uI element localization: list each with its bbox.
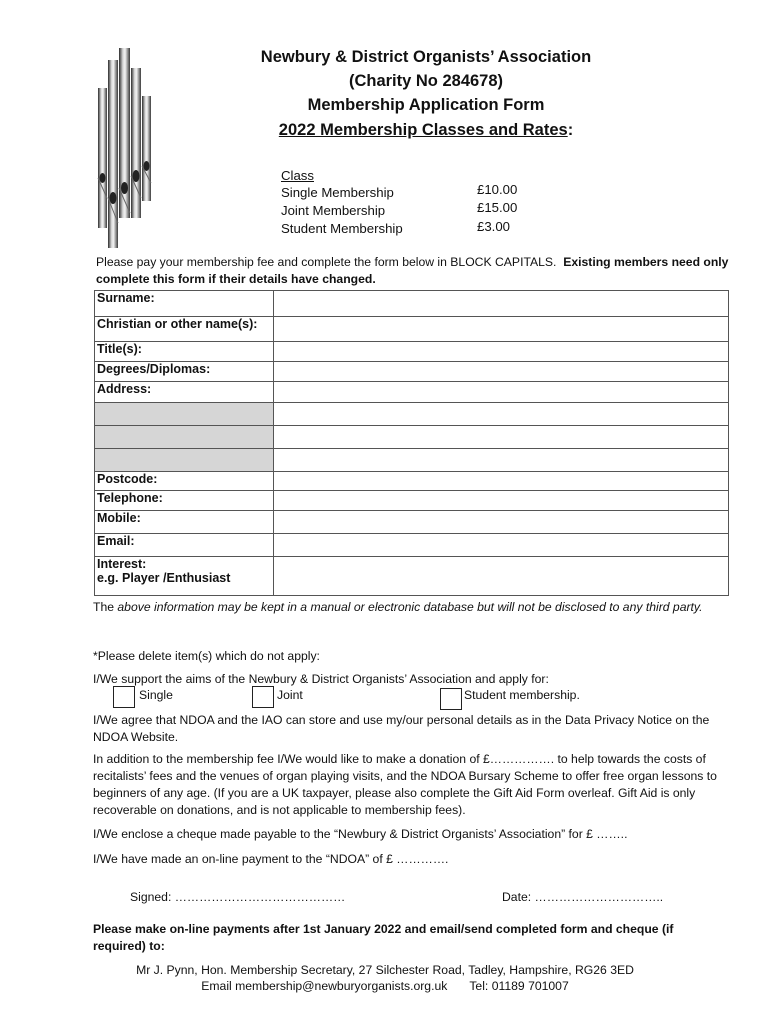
address-line-field[interactable] [274, 426, 729, 449]
disclaimer-first: The [93, 600, 118, 614]
online-payment-statement: I/We have made an on-line payment to the “NDOA” of £ …………. [93, 852, 449, 866]
form-label: Title(s): [95, 342, 274, 362]
rates-heading-text: 2022 Membership Classes and Rates [278, 121, 568, 139]
form-label: Degrees/Diplomas: [95, 362, 274, 382]
delete-note: *Please delete item(s) which do not apply: [93, 649, 320, 663]
support-statement: I/We support the aims of the Newbury & District Organists’ Association and apply for: [93, 672, 549, 686]
intro-bold: Existing members need only complete this form if their details have changed. [96, 255, 729, 286]
form-label: Christian or other name(s): [95, 317, 274, 342]
form-label: Telephone: [95, 491, 274, 511]
interest-label: Interest: [97, 557, 147, 571]
address-line-field[interactable] [274, 449, 729, 472]
form-label-blank [95, 403, 274, 426]
contact-telephone: Tel: 01189 701007 [469, 979, 569, 993]
form-label-blank [95, 426, 274, 449]
rates-heading [200, 118, 652, 142]
form-label [95, 557, 274, 596]
degrees-field[interactable] [274, 362, 729, 382]
form-label-blank [95, 449, 274, 472]
address-line-field[interactable] [274, 403, 729, 426]
class-price: £10.00 [477, 182, 518, 197]
joint-option-label: Joint [277, 688, 303, 702]
rates-heading-colon: : [567, 121, 574, 139]
class-name: Joint Membership [281, 203, 386, 218]
mobile-field[interactable] [274, 511, 729, 534]
title-field[interactable] [274, 342, 729, 362]
form-label: Postcode: [95, 472, 274, 491]
charity-number: (Charity No 284678) [348, 72, 504, 90]
signature-line[interactable]: Signed: …………………………………… [130, 890, 346, 904]
intro-text [96, 254, 732, 288]
organ-pipes-icon [96, 48, 156, 253]
joint-checkbox[interactable] [252, 686, 274, 708]
form-label: Mobile: [95, 511, 274, 534]
class-heading: Class [281, 168, 314, 183]
contact-line [0, 978, 770, 995]
intro-normal: Please pay your membership fee and complete the form below in BLOCK CAPITALS. [96, 255, 557, 269]
class-price: £3.00 [477, 219, 511, 234]
form-label: Surname: [95, 291, 274, 317]
disclaimer-rest: above information may be kept in a manual or electronic database but will not be disclosed to any third party. [117, 600, 703, 614]
student-option-label: Student membership. [464, 688, 580, 702]
cheque-statement: I/We enclose a cheque made payable to the “Newbury & District Organists’ Association” for £ …….. [93, 827, 628, 841]
privacy-agreement: I/We agree that NDOA and the IAO can store and use my/our personal details as in the Data Privacy Notice on the NDOA Website. [93, 713, 710, 744]
contact-email: Email membership@newburyorganists.org.uk [201, 979, 448, 993]
postcode-field[interactable] [274, 472, 729, 491]
secretary-address: Mr J. Pynn, Hon. Membership Secretary, 27 Silchester Road, Tadley, Hampshire, RG26 3ED [136, 963, 634, 977]
form-label: Address: [95, 382, 274, 403]
membership-form-table [94, 290, 729, 596]
single-option-label: Single [139, 688, 173, 702]
address-field[interactable] [274, 382, 729, 403]
class-name: Single Membership [281, 185, 394, 200]
date-line[interactable]: Date: ………………………….. [502, 890, 664, 904]
email-field[interactable] [274, 534, 729, 557]
form-label: Email: [95, 534, 274, 557]
telephone-field[interactable] [274, 491, 729, 511]
student-checkbox[interactable] [440, 688, 462, 710]
form-title: Membership Application Form [307, 96, 545, 114]
payment-instructions: Please make on-line payments after 1st January 2022 and email/send completed form and cheque (if required) to: [93, 922, 674, 953]
data-disclaimer [93, 599, 713, 616]
association-title: Newbury & District Organists’ Association [260, 48, 592, 66]
interest-field[interactable] [274, 557, 729, 596]
donation-statement: In addition to the membership fee I/We would like to make a donation of £……………. to help towards the costs of recitalists’ fees and the venues of organ playing visits, and the NDOA Bursary Scheme to offer free organ lessons to beginners of any age. (If you are a UK taxpayer, please also complete the Gift Aid Form overleaf. Gift Aid is only recoverable on donations, and is not applicable to membership fees). [93, 752, 717, 817]
names-field[interactable] [274, 317, 729, 342]
class-name: Student Membership [281, 221, 403, 236]
class-price: £15.00 [477, 200, 518, 215]
surname-field[interactable] [274, 291, 729, 317]
single-checkbox[interactable] [113, 686, 135, 708]
interest-example: e.g. Player /Enthusiast [97, 571, 231, 585]
